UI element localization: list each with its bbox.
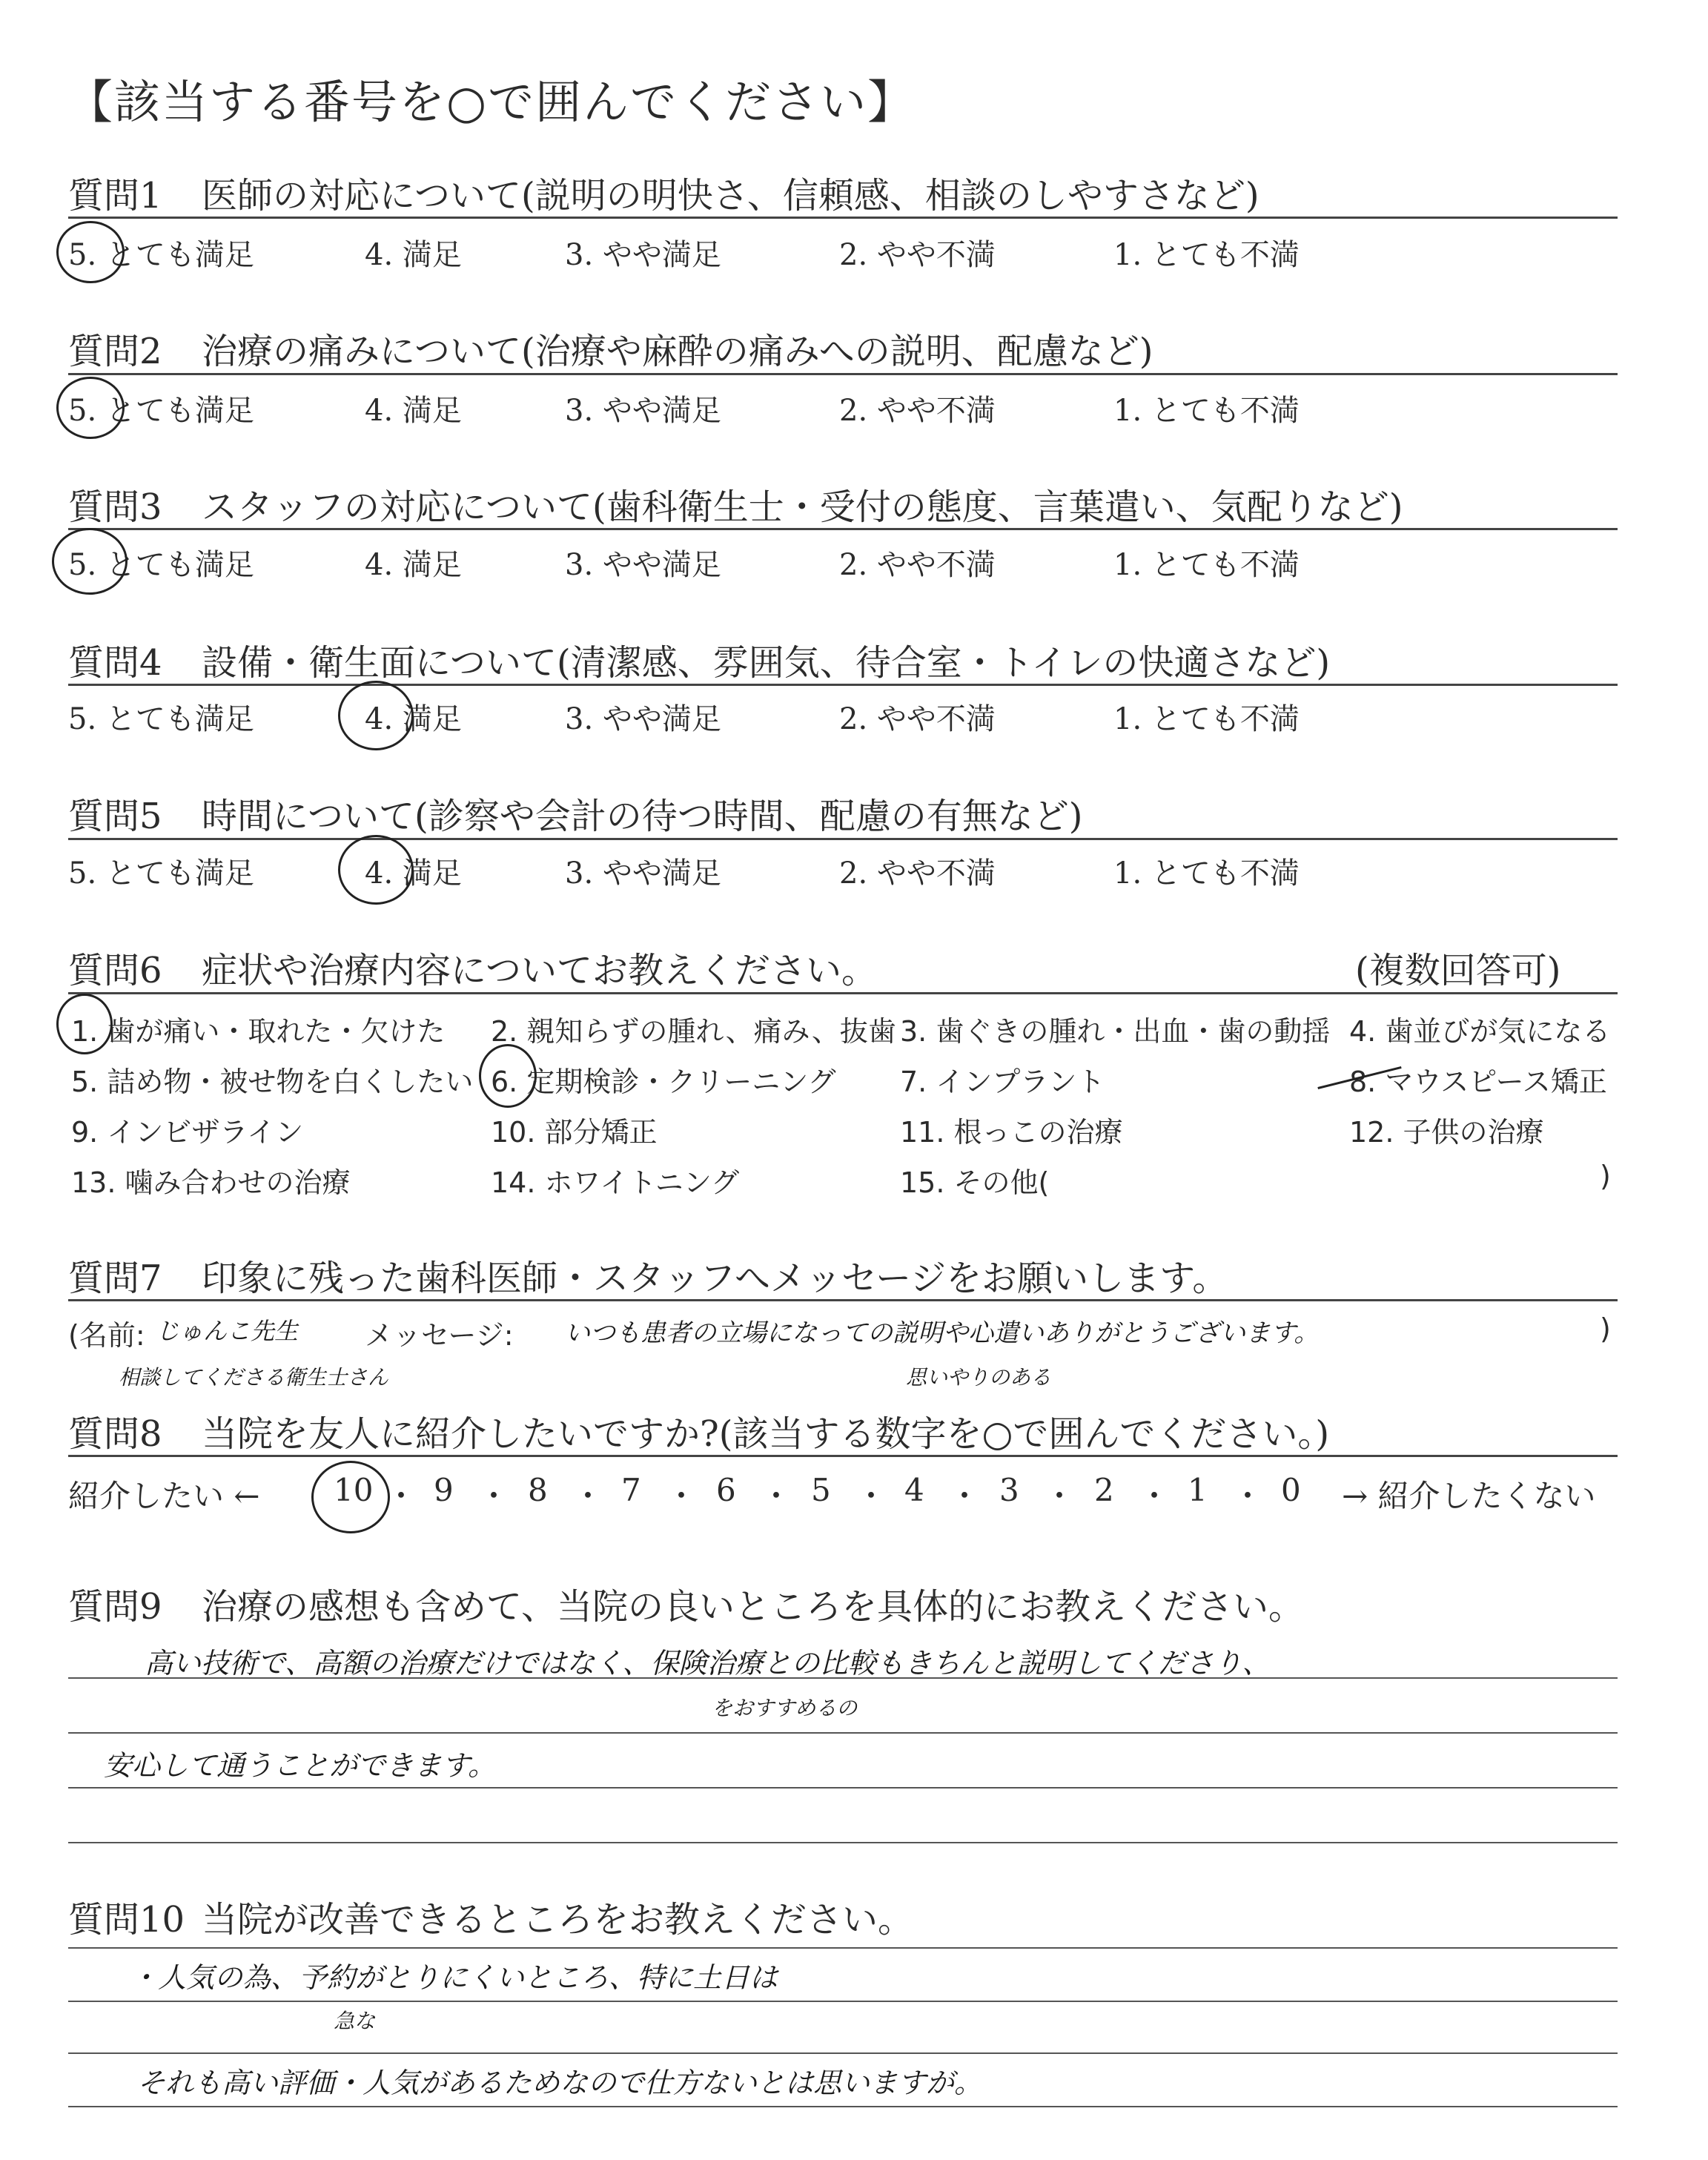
question-5 xyxy=(68,787,1083,839)
question-7 xyxy=(68,1249,1228,1301)
question-number: 質問7 xyxy=(68,1258,162,1299)
message-label: メッセージ: xyxy=(365,1319,514,1352)
question-4 xyxy=(68,634,1330,685)
q6-option-13[interactable]: 13. 噛み合わせの治療 xyxy=(71,1166,351,1199)
question-8 xyxy=(68,1405,1329,1456)
question-10 xyxy=(68,1891,913,1942)
question-text: 医師の対応について(説明の明快さ、信頼感、相談のしやすさなど) xyxy=(202,175,1260,217)
scale-5[interactable]: 5 xyxy=(811,1472,831,1508)
q6-option-12[interactable]: 12. 子供の治療 xyxy=(1349,1116,1544,1149)
name-value[interactable]: じゅんこ先生 xyxy=(156,1317,299,1345)
divider xyxy=(68,217,1618,219)
q6-option-2[interactable]: 2. 親知らずの腫れ、痛み、抜歯 xyxy=(491,1015,896,1048)
q6-option-5[interactable]: 5. 詰め物・被せ物を白くしたい xyxy=(71,1066,474,1098)
q9-answer-line-1[interactable]: 高い技術で、高額の治療だけではなく、保険治療との比較もきちんと説明してくださり、 xyxy=(145,1647,1271,1680)
question-text: スタッフの対応について(歯科衛生士・受付の態度、言葉遣い、気配りなど) xyxy=(202,486,1403,528)
question-number: 質問1 xyxy=(68,175,162,217)
writing-line xyxy=(68,1732,1618,1734)
divider xyxy=(68,992,1618,994)
q6-option-11[interactable]: 11. 根っこの治療 xyxy=(900,1116,1123,1149)
multiple-answer-note: (複数回答可) xyxy=(1355,950,1561,991)
writing-line xyxy=(68,1842,1618,1843)
message-insert: 思いやりのある xyxy=(906,1365,1052,1390)
q1-option-2[interactable]: 2. やや不満 xyxy=(839,238,996,272)
question-number: 質問6 xyxy=(68,950,162,991)
scale-0[interactable]: 0 xyxy=(1281,1472,1301,1508)
q6-option-15[interactable]: 15. その他( xyxy=(900,1166,1050,1199)
q5-option-5[interactable]: 5. とても満足 xyxy=(68,856,254,891)
answer-circle-mark xyxy=(56,377,125,439)
q4-option-2[interactable]: 2. やや不満 xyxy=(839,702,996,736)
question-6 xyxy=(68,942,877,993)
answer-circle-mark xyxy=(338,681,414,750)
divider xyxy=(68,528,1618,530)
answer-circle-mark xyxy=(479,1044,537,1108)
recommend-right-label: → 紹介したくない xyxy=(1342,1478,1596,1514)
scale-9[interactable]: 9 xyxy=(434,1472,454,1508)
question-text: 治療の感想も含めて、当院の良いところを具体的にお教えください。 xyxy=(202,1586,1305,1628)
question-text: 当院が改善できるところをお教えください。 xyxy=(202,1899,914,1941)
scale-dot: ・ xyxy=(1139,1478,1171,1514)
q5-option-1[interactable]: 1. とても不満 xyxy=(1113,856,1300,891)
q2-option-1[interactable]: 1. とても不満 xyxy=(1113,394,1300,428)
question-text: 時間について(診察や会計の待つ時間、配慮の有無など) xyxy=(202,796,1083,837)
q6-option-10[interactable]: 10. 部分矯正 xyxy=(491,1116,658,1149)
q10-answer-insert: 急な xyxy=(334,2009,376,2033)
q4-option-3[interactable]: 3. やや満足 xyxy=(565,702,721,736)
q3-option-3[interactable]: 3. やや満足 xyxy=(565,548,721,582)
q6-option-9[interactable]: 9. インビザライン xyxy=(71,1116,304,1149)
q6-option-14[interactable]: 14. ホワイトニング xyxy=(491,1166,740,1199)
question-2 xyxy=(68,323,1153,374)
question-number: 質問2 xyxy=(68,331,162,372)
q10-answer-line-2[interactable]: それも高い評価・人気があるためなので仕方ないとは思いますが。 xyxy=(137,2067,983,2099)
q6-option-6[interactable]: 6. 定期検診・クリーニング xyxy=(491,1066,836,1098)
q6-option-4[interactable]: 4. 歯並びが気になる xyxy=(1349,1015,1611,1048)
writing-line xyxy=(68,2106,1618,2107)
question-text: 症状や治療内容についてお教えください。 xyxy=(202,950,878,991)
question-number: 質問4 xyxy=(68,642,162,684)
divider xyxy=(68,373,1618,375)
q6-option-8[interactable]: 8. マウスピース矯正 xyxy=(1349,1066,1607,1098)
q9-answer-insert: をおすすめるの xyxy=(712,1696,858,1720)
q6-option-1[interactable]: 1. 歯が痛い・取れた・欠けた xyxy=(71,1015,446,1048)
q3-option-1[interactable]: 1. とても不満 xyxy=(1113,548,1300,582)
question-text: 印象に残った歯科医師・スタッフへメッセージをお願いします。 xyxy=(202,1258,1228,1299)
scale-dot: ・ xyxy=(666,1478,698,1514)
writing-line xyxy=(68,1947,1618,1949)
question-number: 質問3 xyxy=(68,486,162,528)
message-value[interactable]: いつも患者の立場になっての説明や心遣いありがとうございます。 xyxy=(565,1318,1320,1348)
writing-line xyxy=(68,1677,1618,1679)
writing-line xyxy=(68,2052,1618,2054)
q2-option-2[interactable]: 2. やや不満 xyxy=(839,394,996,428)
q2-option-5[interactable]: 5. とても満足 xyxy=(68,394,254,428)
question-3 xyxy=(68,478,1403,529)
writing-line xyxy=(68,2001,1618,2002)
scale-2[interactable]: 2 xyxy=(1094,1472,1114,1508)
question-number: 質問8 xyxy=(68,1413,162,1455)
scale-dot: ・ xyxy=(761,1478,792,1514)
question-text: 治療の痛みについて(治療や麻酔の痛みへの説明、配慮など) xyxy=(202,331,1153,372)
q6-option-7[interactable]: 7. インプラント xyxy=(900,1066,1105,1098)
name-note: 相談してくださる衛生士さん xyxy=(119,1365,389,1390)
scale-6[interactable]: 6 xyxy=(716,1472,736,1508)
answer-circle-mark xyxy=(56,994,113,1054)
answer-circle-mark xyxy=(52,528,128,595)
answer-circle-mark xyxy=(338,835,414,905)
name-label: (名前: xyxy=(68,1319,145,1352)
scale-dot: ・ xyxy=(1044,1478,1076,1514)
writing-line xyxy=(68,1787,1618,1789)
q10-answer-line-1[interactable]: ・人気の為、予約がとりにくいところ、特に土日は xyxy=(130,1961,778,1994)
q4-option-4[interactable]: 4. 満足 xyxy=(365,702,462,736)
q9-answer-line-2[interactable]: 安心して通うことができます。 xyxy=(104,1749,496,1782)
scale-8[interactable]: 8 xyxy=(528,1472,548,1508)
close-paren: ) xyxy=(1600,1312,1611,1345)
recommend-left-label: 紹介したい ← xyxy=(68,1478,260,1514)
answer-circle-mark xyxy=(56,221,125,283)
q4-option-1[interactable]: 1. とても不満 xyxy=(1113,702,1300,736)
scale-7[interactable]: 7 xyxy=(621,1472,641,1508)
q5-option-3[interactable]: 3. やや満足 xyxy=(565,856,721,891)
scale-dot: ・ xyxy=(855,1478,887,1514)
question-number: 質問9 xyxy=(68,1586,162,1628)
divider xyxy=(68,1299,1618,1301)
q3-option-4[interactable]: 4. 満足 xyxy=(365,548,462,582)
q6-option-3[interactable]: 3. 歯ぐきの腫れ・出血・歯の動揺 xyxy=(900,1015,1331,1048)
q5-option-4[interactable]: 4. 満足 xyxy=(365,856,462,891)
question-number: 質問5 xyxy=(68,796,162,837)
question-text: 設備・衛生面について(清潔感、雰囲気、待合室・トイレの快適さなど) xyxy=(202,642,1331,684)
q1-option-4[interactable]: 4. 満足 xyxy=(365,238,462,272)
scale-dot: ・ xyxy=(572,1478,604,1514)
question-text: 当院を友人に紹介したいですか?(該当する数字を○で囲んでください。) xyxy=(202,1413,1330,1455)
scale-dot: ・ xyxy=(385,1478,417,1514)
question-9 xyxy=(68,1578,1304,1629)
question-number: 質問10 xyxy=(68,1899,185,1941)
scale-3[interactable]: 3 xyxy=(999,1472,1019,1508)
q1-option-1[interactable]: 1. とても不満 xyxy=(1113,238,1300,272)
answer-circle-mark xyxy=(311,1461,390,1533)
divider xyxy=(68,1455,1618,1457)
q3-option-5[interactable]: 5. とても満足 xyxy=(68,548,254,582)
scale-4[interactable]: 4 xyxy=(904,1472,924,1508)
scale-10[interactable]: 10 xyxy=(334,1472,374,1508)
scale-dot: ・ xyxy=(1232,1478,1264,1514)
page-title: 【該当する番号を○で囲んでください】 xyxy=(67,75,916,129)
q4-option-5[interactable]: 5. とても満足 xyxy=(68,702,254,736)
q2-option-4[interactable]: 4. 満足 xyxy=(365,394,462,428)
scale-dot: ・ xyxy=(478,1478,510,1514)
q3-option-2[interactable]: 2. やや不満 xyxy=(839,548,996,582)
divider xyxy=(68,838,1618,840)
divider xyxy=(68,684,1618,686)
other-close-paren: ) xyxy=(1600,1160,1611,1192)
scale-dot: ・ xyxy=(949,1478,981,1514)
q1-option-5[interactable]: 5. とても満足 xyxy=(68,238,254,272)
scale-1[interactable]: 1 xyxy=(1188,1472,1208,1508)
q1-option-3[interactable]: 3. やや満足 xyxy=(565,238,721,272)
q5-option-2[interactable]: 2. やや不満 xyxy=(839,856,996,891)
q2-option-3[interactable]: 3. やや満足 xyxy=(565,394,721,428)
question-1 xyxy=(68,167,1260,218)
